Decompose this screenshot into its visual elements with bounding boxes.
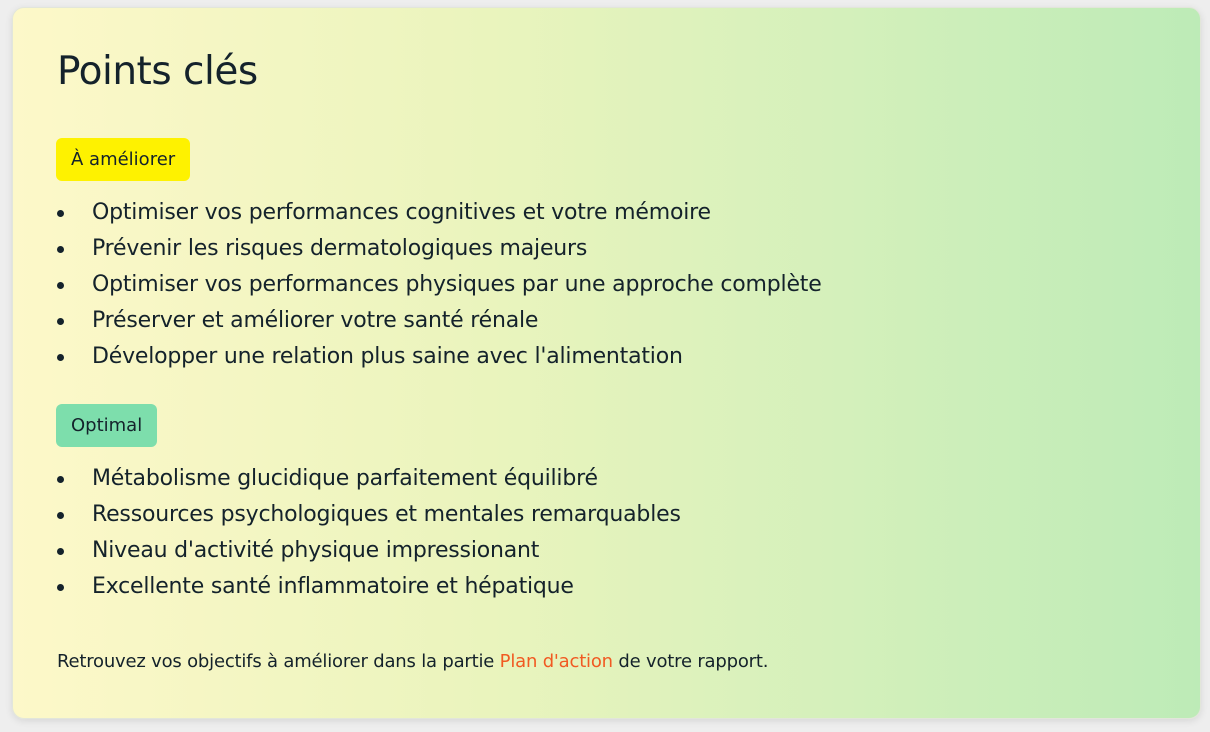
bullet-icon	[57, 318, 64, 325]
list-item	[57, 303, 822, 339]
footer-note	[57, 648, 768, 676]
list-item	[57, 533, 681, 569]
list-item	[57, 195, 822, 231]
list-optimal	[57, 461, 681, 605]
list-item	[57, 267, 822, 303]
list-item-text: Préserver et améliorer votre santé rénale	[92, 308, 539, 333]
badge-optimal: Optimal	[56, 404, 157, 447]
bullet-icon	[57, 210, 64, 217]
bullet-icon	[57, 512, 64, 519]
bullet-icon	[57, 246, 64, 253]
bullet-icon	[57, 476, 64, 483]
bullet-icon	[57, 282, 64, 289]
list-item	[57, 231, 822, 267]
list-item-text: Niveau d'activité physique impressionant	[92, 538, 540, 563]
list-to-improve	[57, 195, 822, 375]
list-item-text: Optimiser vos performances cognitives et votre mémoire	[92, 200, 711, 225]
action-plan-link[interactable]: Plan d'action	[499, 651, 613, 672]
list-item-text: Prévenir les risques dermatologiques majeurs	[92, 236, 588, 261]
bullet-icon	[57, 584, 64, 591]
list-item	[57, 339, 822, 375]
list-item-text: Ressources psychologiques et mentales remarquables	[92, 502, 681, 527]
footer-text-after: de votre rapport.	[612, 651, 769, 672]
list-item	[57, 461, 681, 497]
bullet-icon	[57, 354, 64, 361]
bullet-icon	[57, 548, 64, 555]
key-points-card	[12, 7, 1201, 719]
list-item-text: Développer une relation plus saine avec l'alimentation	[92, 344, 683, 369]
card-title: Points clés	[57, 49, 258, 94]
list-item-text: Métabolisme glucidique parfaitement équilibré	[92, 466, 598, 491]
list-item-text: Excellente santé inflammatoire et hépatique	[92, 574, 574, 599]
list-item-text: Optimiser vos performances physiques par une approche complète	[92, 272, 822, 297]
footer-text-before: Retrouvez vos objectifs à améliorer dans la partie	[57, 651, 500, 672]
list-item	[57, 497, 681, 533]
badge-to-improve: À améliorer	[56, 138, 190, 181]
list-item	[57, 569, 681, 605]
